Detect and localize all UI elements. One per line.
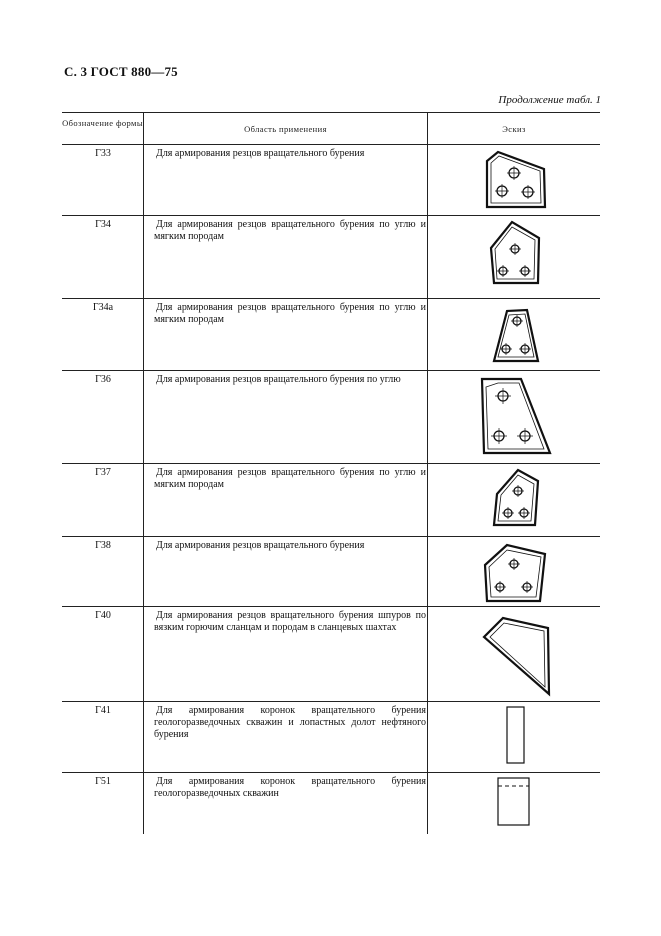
row-description: Для армирования резцов вращательного бурения [156,148,365,159]
plate-g36-icon [428,370,600,463]
forms-table [62,112,600,834]
plate-g38-icon [428,536,600,606]
table-continuation-label: Продолжение табл. 1 [498,94,601,106]
row-code: Г38 [95,540,111,551]
row-code: Г51 [95,776,111,787]
row-description: Для армирования резцов вращательного бурения шпуров по вязким горючим сланцам и породам в сланцевых шахтах [154,610,426,633]
column-header-sketch: Эскиз [502,124,526,134]
plate-g33-icon [428,144,600,215]
plate-g51-icon [428,772,600,834]
column-header-area: Область применения [244,124,327,134]
row-description: Для армирования коронок вращательного бурения геологоразведочных скважин [154,776,426,799]
row-code: Г34а [92,302,114,313]
row-description: Для армирования резцов вращательного бурения по углю [156,374,401,385]
plate-g34a-icon [428,298,600,370]
plate-g41-icon [428,701,600,772]
plate-g40-icon [428,606,600,701]
row-code: Г37 [95,467,111,478]
row-description: Для армирования резцов вращательного бурения по углю и мягким породам [154,219,426,242]
plate-g37-icon [428,463,600,536]
row-description: Для армирования резцов вращательного бурения по углю и мягким породам [154,467,426,490]
row-description: Для армирования резцов вращательного бурения по углю и мягким породам [154,302,426,325]
row-code: Г33 [95,148,111,159]
row-code: Г34 [95,219,111,230]
row-description: Для армирования коронок вращательного бурения геологоразведочных скважин и лопастных долот нефтяного бурения [154,705,426,740]
page-header: С. 3 ГОСТ 880—75 [64,64,178,79]
plate-g34-icon [428,215,600,298]
row-code: Г40 [95,610,111,621]
row-description: Для армирования резцов вращательного бурения [156,540,365,551]
row-code: Г41 [95,705,111,716]
column-header-code: Обозначение формы [62,118,143,128]
row-code: Г36 [95,374,111,385]
